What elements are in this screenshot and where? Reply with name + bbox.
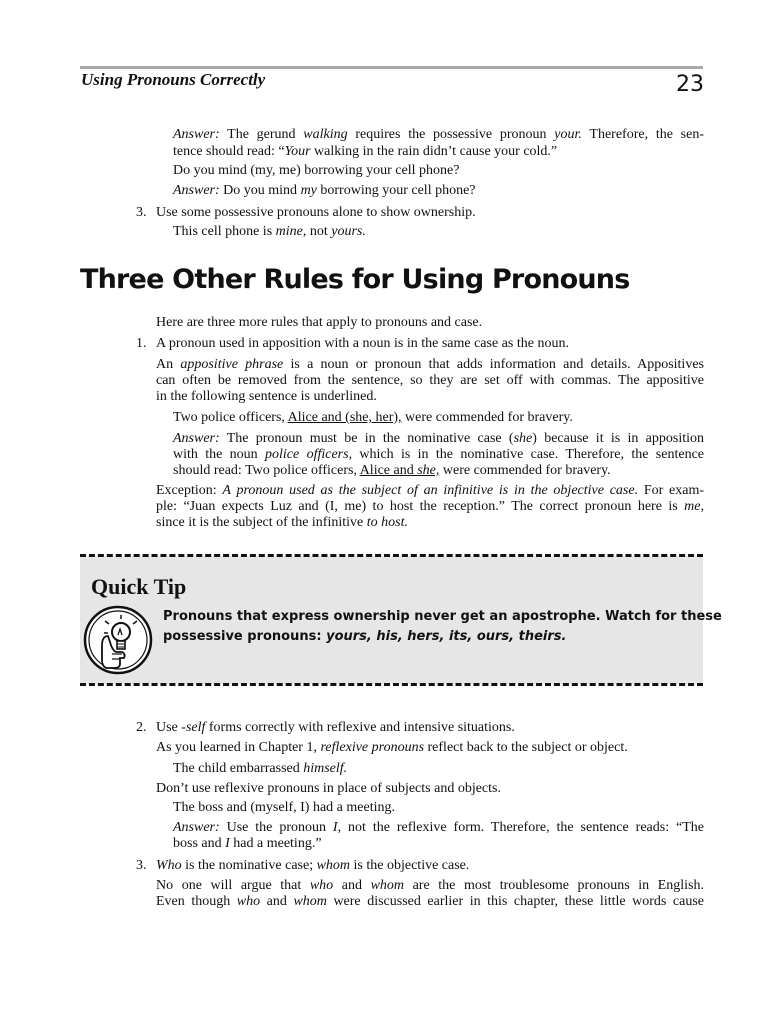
answer-apposition-line-1: Answer: The pronoun must be in the nominative case (she) because it is in apposition bbox=[173, 431, 704, 446]
tip-top-dashed-rule bbox=[80, 554, 703, 557]
example-himself: The child embarrassed himself. bbox=[173, 761, 348, 776]
list-number-2: 2. bbox=[136, 720, 147, 735]
answer-apposition-line-3: should read: Two police officers, Alice and she, were commended for bravery. bbox=[173, 463, 611, 478]
tip-bottom-dashed-rule bbox=[80, 683, 703, 686]
reflexive-warning: Don’t use reflexive pronouns in place of subjects and objects. bbox=[156, 781, 501, 796]
answer-walking-line-1: Answer: The gerund walking requires the possessive pronoun your. Therefore, the sen- bbox=[173, 127, 704, 142]
reflexive-explanation: As you learned in Chapter 1, reflexive pronouns reflect back to the subject or object. bbox=[156, 740, 628, 755]
appositive-para-line-3: in the following sentence is underlined. bbox=[156, 389, 377, 404]
running-head: Using Pronouns Correctly bbox=[81, 70, 266, 89]
exception-line-3: since it is the subject of the infinitive to host. bbox=[156, 515, 408, 530]
list-number-3: 3. bbox=[136, 205, 147, 220]
list-number-3b: 3. bbox=[136, 858, 147, 873]
who-whom-para-line-2: Even though who and whom were discussed earlier in this chapter, these little words cause bbox=[156, 894, 704, 909]
who-whom-para-line-1: No one will argue that who and whom are the most troublesome pronouns in English. bbox=[156, 878, 704, 893]
answer-walking-line-2: tence should read: “Your walking in the rain didn’t cause your cold.” bbox=[173, 144, 558, 159]
rule-self-forms: Use -self forms correctly with reflexive and intensive situations. bbox=[156, 720, 515, 735]
page-number: 23 bbox=[676, 72, 704, 97]
appositive-para-line-1: An appositive phrase is a noun or pronoun that adds information and details. Appositives bbox=[156, 357, 704, 372]
quick-tip-title: Quick Tip bbox=[91, 574, 187, 599]
answer-boss-line-2: boss and I had a meeting.” bbox=[173, 836, 322, 851]
rule-who-whom: Who is the nominative case; whom is the objective case. bbox=[156, 858, 470, 873]
answer-borrowing: Answer: Do you mind my borrowing your cell phone? bbox=[173, 183, 476, 198]
appositive-para-line-2: can often be removed from the sentence, so they are set off with commas. The appositive bbox=[156, 373, 704, 388]
exception-line-2: ple: “Juan expects Luz and (I, me) to host the reception.” The correct pronoun here is me, bbox=[156, 499, 704, 514]
answer-boss-line-1: Answer: Use the pronoun I, not the reflexive form. Therefore, the sentence reads: “The bbox=[173, 820, 704, 835]
quick-tip-line-2: possessive pronouns: yours, his, hers, its, ours, theirs. bbox=[163, 629, 567, 644]
quick-tip-line-1: Pronouns that express ownership never get an apostrophe. Watch for these bbox=[163, 609, 722, 624]
header-rule bbox=[80, 66, 703, 69]
example-police-officers: Two police officers, Alice and (she, her), were commended for bravery. bbox=[173, 410, 573, 425]
rule-apposition: A pronoun used in apposition with a noun is in the same case as the noun. bbox=[156, 336, 569, 351]
example-boss-meeting: The boss and (myself, I) had a meeting. bbox=[173, 800, 395, 815]
section-heading: Three Other Rules for Using Pronouns bbox=[80, 264, 630, 295]
answer-apposition-line-2: with the noun police officers, which is in the nominative case. Therefore, the sentence bbox=[173, 447, 704, 462]
rule-possessive-alone: Use some possessive pronouns alone to show ownership. bbox=[156, 205, 476, 220]
example-cell-phone: This cell phone is mine, not yours. bbox=[173, 224, 366, 239]
exception-line-1: Exception: A pronoun used as the subject of an infinitive is in the objective case. For exam- bbox=[156, 483, 704, 498]
list-number-1: 1. bbox=[136, 336, 147, 351]
section-intro: Here are three more rules that apply to pronouns and case. bbox=[156, 315, 483, 330]
example-borrowing: Do you mind (my, me) borrowing your cell phone? bbox=[173, 163, 460, 178]
lightbulb-hand-icon bbox=[82, 604, 154, 676]
